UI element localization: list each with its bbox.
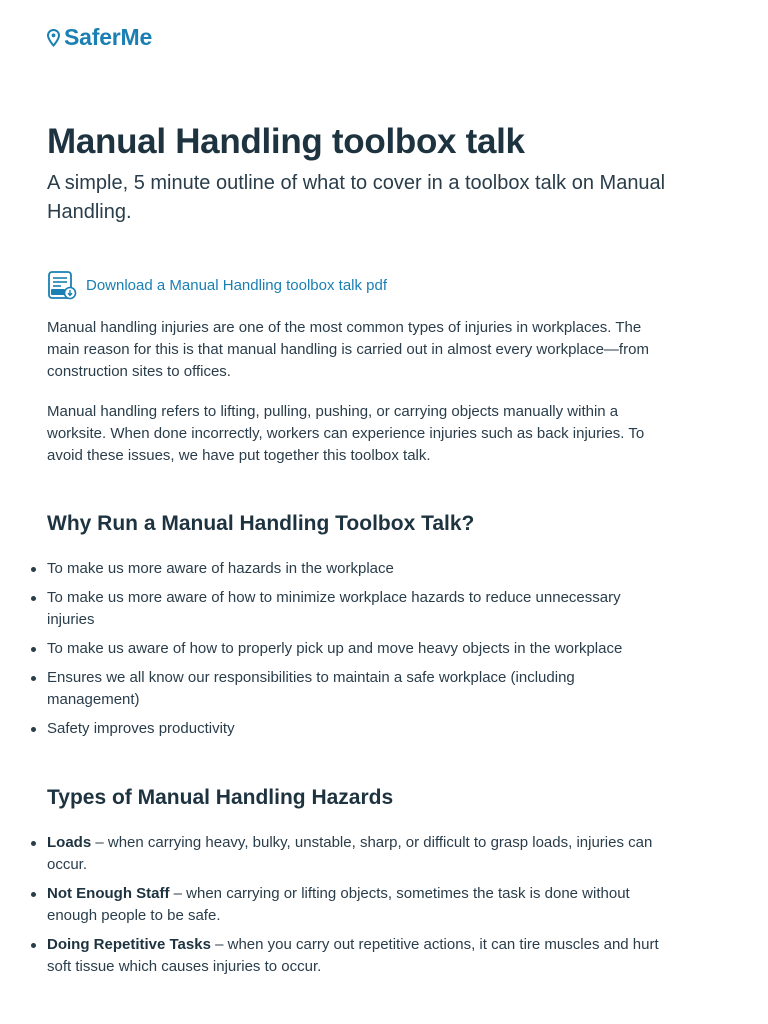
list-item: Safety improves productivity [47,718,662,740]
list-item: To make us more aware of how to minimize workplace hazards to reduce unnecessary injuries [47,587,662,631]
hazard-term: Loads [47,834,92,851]
hazard-description: – when you carry out repetitive actions, it can tire muscles and hurt soft tissue which causes injuries to occur. [47,936,659,975]
page-title: Manual Handling toolbox talk [47,122,525,161]
pdf-document-icon [47,270,77,300]
intro-paragraph-2: Manual handling refers to lifting, pulling, pushing, or carrying objects manually within a worksite. When done incorrectly, workers can experience injuries such as back injuries. To avoid these issues, we have put together this toolbox talk. [47,403,645,464]
list-item: To make us aware of how to properly pick up and move heavy objects in the workplace [47,638,662,660]
list-item [47,883,662,927]
list-item: Ensures we all know our responsibilities to maintain a safe workplace (including management) [47,667,662,711]
download-pdf-link[interactable] [47,270,387,300]
list-item: To make us more aware of hazards in the workplace [47,558,662,580]
intro-paragraph-1: Manual handling injuries are one of the most common types of injuries in workplaces. The main reason for this is that manual handling is carried out in almost every workplace—from construction sites to offices. [47,319,649,380]
hazard-description: – when carrying or lifting objects, sometimes the task is done without enough people to be safe. [47,885,630,924]
hazard-term: Doing Repetitive Tasks [47,936,211,953]
hazards-section-heading: Types of Manual Handling Hazards [47,786,394,809]
brand-name: SaferMe [64,24,153,50]
saferme-logo[interactable] [47,24,152,51]
why-list [47,558,662,747]
list-item [47,934,662,978]
hazard-term: Not Enough Staff [47,885,170,902]
hazards-list [47,832,662,985]
download-pdf-label[interactable]: Download a Manual Handling toolbox talk pdf [86,276,388,294]
why-section-heading: Why Run a Manual Handling Toolbox Talk? [47,512,475,535]
hazard-description: – when carrying heavy, bulky, unstable, sharp, or difficult to grasp loads, injuries can occur. [47,834,653,873]
page-subtitle: A simple, 5 minute outline of what to cover in a toolbox talk on Manual Handling. [47,172,666,223]
location-pin-icon [47,29,60,47]
list-item [47,832,662,876]
